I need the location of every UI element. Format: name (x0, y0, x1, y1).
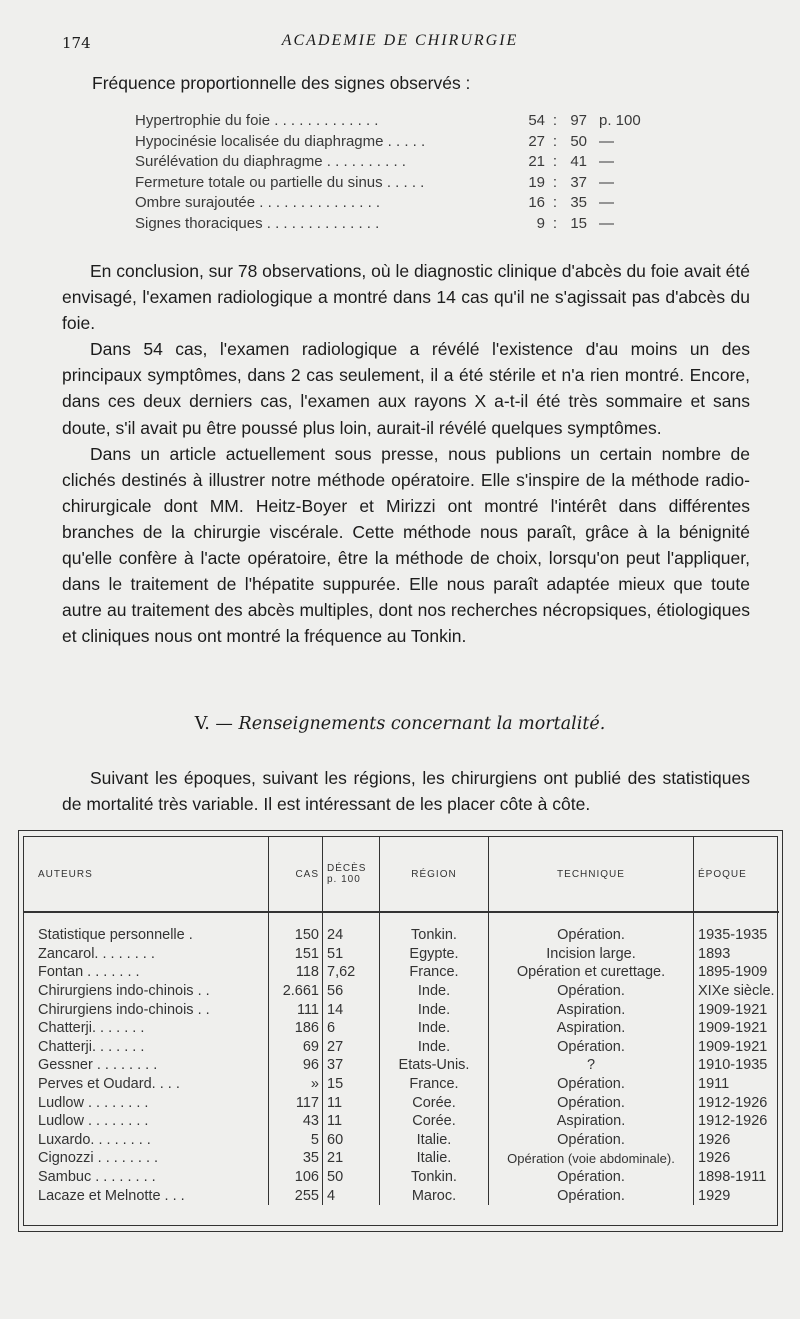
cell-cas: 96 (269, 1056, 323, 1075)
cell-epoque: 1909-1921 (694, 1038, 780, 1057)
table-row (24, 1093, 779, 1112)
cell-cas: 106 (269, 1168, 323, 1187)
mortality-table-frame (18, 830, 783, 1232)
frequency-separator: : (552, 194, 558, 211)
header-epoque: ÉPOQUE (694, 837, 780, 912)
frequency-percent: 15 (570, 214, 587, 232)
frequency-unit: — (599, 153, 614, 170)
frequency-unit: — (599, 132, 614, 150)
cell-technique: Opération. (489, 1093, 694, 1112)
section-heading (0, 714, 800, 734)
frequency-count: 54 (528, 112, 545, 129)
frequency-count: 16 (528, 194, 545, 211)
header-technique: TECHNIQUE (489, 837, 694, 912)
cell-epoque: 1910-1935 (694, 1056, 780, 1075)
cell-region: Tonkin. (380, 1168, 489, 1187)
cell-auteur: Chirurgiens indo-chinois . . (38, 1001, 210, 1018)
header-cas: CAS (269, 837, 323, 912)
frequency-count: 21 (528, 153, 545, 170)
cell-region: France. (380, 963, 489, 982)
frequency-separator: : (552, 153, 558, 170)
section-title: Renseignements concernant la mortalité. (238, 714, 606, 734)
cell-cas: 150 (269, 926, 323, 945)
cell-epoque: 1926 (694, 1131, 780, 1150)
cell-epoque: 1893 (694, 945, 780, 964)
cell-auteur: Sambuc . . . . . . . . (38, 1169, 156, 1186)
cell-technique: Opération. (489, 1131, 694, 1150)
frequency-label: Signes thoraciques . . . . . . . . . . . . . . (135, 214, 380, 232)
mortality-table (24, 837, 779, 1205)
cell-cas: 118 (269, 963, 323, 982)
cell-technique: Aspiration. (489, 1112, 694, 1131)
frequency-row (135, 193, 695, 214)
cell-region: Egypte. (380, 945, 489, 964)
cell-technique: Opération. (489, 982, 694, 1001)
cell-auteur: Statistique personnelle . (38, 927, 193, 944)
cell-region: Maroc. (380, 1186, 489, 1205)
cell-auteur: Cignozzi . . . . . . . . (38, 1150, 159, 1167)
cell-epoque: 1895-1909 (694, 963, 780, 982)
cell-cas: 43 (269, 1112, 323, 1131)
paragraph: Dans 54 cas, l'examen radiologique a révélé l'existence d'au moins un des principaux symptômes, dans 2 cas seulement, il a été stérile et n'a rien montré. Encore, dans ces deux derniers cas, l'examen aux rayons X a-t-il été très sommaire et sans doute, s'il avait pu être poussé plus loin, aurait-il révélé quelques symptômes. (62, 339, 750, 438)
frequency-row (135, 111, 695, 132)
cell-auteur: Gessner . . . . . . . . (38, 1057, 158, 1074)
cell-auteur: Lacaze et Melnotte . . . (38, 1187, 185, 1204)
paragraph: Dans un article actuellement sous presse, nous publions un certain nombre de clichés destinés à illustrer notre méthode opératoire. Elle s'inspire de la méthode radio-chirurgicale dont MM. Heitz-Boyer et Mirizzi ont montré l'intérêt dans différentes branches de la chirurgie viscérale. Cette méthode nous paraît, grâce à la bénignité qu'elle confère à l'acte opératoire, être la méthode de choix, lorsqu'on peut l'appliquer, dans le traitement de l'hépatite suppurée. Elle nous paraît adaptée mieux que toute autre au traitement des abcès multiples, dont nos recherches nécropsiques, étiologiques et cliniques nous ont montré la fréquence au Tonkin. (62, 443, 750, 647)
table-row (24, 1131, 779, 1150)
cell-cas: 117 (269, 1093, 323, 1112)
cell-region: Italie. (380, 1149, 489, 1168)
table-spacer-row (24, 912, 779, 926)
frequency-count: 19 (528, 173, 545, 191)
intro-text (62, 765, 750, 817)
cell-region: France. (380, 1075, 489, 1094)
frequency-unit: — (599, 173, 614, 191)
cell-cas: 151 (269, 945, 323, 964)
cell-technique: Aspiration. (489, 1019, 694, 1038)
cell-epoque: 1909-1921 (694, 1000, 780, 1019)
cell-technique: Opération. (489, 1168, 694, 1187)
table-row (24, 1019, 779, 1038)
cell-region: Inde. (380, 1000, 489, 1019)
cell-deces: 11 (323, 1112, 380, 1131)
frequency-row (135, 214, 695, 235)
cell-auteur: Chirurgiens indo-chinois . . (38, 983, 210, 1000)
table-row (24, 1186, 779, 1205)
cell-epoque: XIXe siècle. (694, 982, 780, 1001)
frequency-row (135, 132, 695, 153)
frequency-count: 27 (528, 132, 545, 150)
frequency-percent: 35 (570, 194, 587, 211)
paragraph: Suivant les époques, suivant les régions, les chirurgiens ont publié des statistiques de mortalité très variable. Il est intéressant de les placer côte à côte. (62, 768, 750, 814)
cell-deces: 24 (323, 926, 380, 945)
frequency-row (135, 152, 695, 173)
table-row (24, 1112, 779, 1131)
cell-cas: » (269, 1075, 323, 1094)
cell-epoque: 1909-1921 (694, 1019, 780, 1038)
cell-region: Italie. (380, 1131, 489, 1150)
cell-cas: 111 (269, 1000, 323, 1019)
cell-technique: Opération. (489, 1038, 694, 1057)
page-number: 174 (62, 34, 91, 52)
cell-technique: Opération. (489, 1186, 694, 1205)
cell-cas: 186 (269, 1019, 323, 1038)
cell-technique: Opération et curettage. (489, 963, 694, 982)
cell-technique: Opération. (489, 1075, 694, 1094)
frequency-label: Hypocinésie localisée du diaphragme . . . . . (135, 132, 426, 150)
frequency-percent: 97 (570, 112, 587, 129)
table-row (24, 982, 779, 1001)
cell-deces: 56 (323, 982, 380, 1001)
table-row (24, 963, 779, 982)
cell-deces: 11 (323, 1093, 380, 1112)
cell-cas: 35 (269, 1149, 323, 1168)
table-row (24, 1075, 779, 1094)
cell-auteur: Zancarol. . . . . . . . (38, 945, 155, 962)
header-deces: DÉCÈS p. 100 (323, 837, 380, 912)
table-row (24, 1149, 779, 1168)
frequency-label: Surélévation du diaphragme . . . . . . . . . . (135, 153, 406, 170)
frequency-separator: : (552, 173, 558, 191)
section-number: V. — (194, 714, 233, 734)
header-region: RÉGION (380, 837, 489, 912)
body-text (62, 258, 750, 649)
table-row (24, 926, 779, 945)
frequency-label: Fermeture totale ou partielle du sinus . . . . . (135, 173, 425, 191)
cell-deces: 6 (323, 1019, 380, 1038)
table-row (24, 1000, 779, 1019)
cell-region: Inde. (380, 1019, 489, 1038)
cell-region: Inde. (380, 982, 489, 1001)
cell-auteur: Perves et Oudard. . . . (38, 1076, 180, 1093)
table-row (24, 945, 779, 964)
cell-region: Tonkin. (380, 926, 489, 945)
cell-auteur: Ludlow . . . . . . . . (38, 1113, 149, 1130)
cell-technique: Opération (voie abdominale). (489, 1149, 694, 1168)
cell-cas: 2.661 (269, 982, 323, 1001)
cell-epoque: 1911 (694, 1075, 780, 1094)
table-row (24, 1038, 779, 1057)
cell-region: Etats-Unis. (380, 1056, 489, 1075)
cell-cas: 5 (269, 1131, 323, 1150)
frequency-percent: 41 (570, 153, 587, 170)
cell-region: Inde. (380, 1038, 489, 1057)
table-row (24, 1168, 779, 1187)
running-title: ACADEMIE DE CHIRURGIE (281, 32, 519, 49)
cell-deces: 4 (323, 1186, 380, 1205)
table-header-row (24, 837, 779, 912)
cell-auteur: Chatterji. . . . . . . (38, 1038, 145, 1055)
cell-deces: 51 (323, 945, 380, 964)
cell-deces: 7,62 (323, 963, 380, 982)
cell-epoque: 1935-1935 (694, 926, 780, 945)
cell-epoque: 1929 (694, 1186, 780, 1205)
frequency-separator: : (552, 214, 558, 232)
frequency-unit: — (599, 194, 614, 211)
frequency-separator: : (552, 132, 558, 150)
cell-cas: 69 (269, 1038, 323, 1057)
frequency-title: Fréquence proportionnelle des signes observés : (92, 73, 471, 93)
cell-epoque: 1898-1911 (694, 1168, 780, 1187)
frequency-label: Hypertrophie du foie . . . . . . . . . . . . . (135, 112, 379, 129)
cell-epoque: 1912-1926 (694, 1112, 780, 1131)
cell-deces: 27 (323, 1038, 380, 1057)
cell-epoque: 1912-1926 (694, 1093, 780, 1112)
frequency-list (135, 111, 695, 234)
cell-deces: 15 (323, 1075, 380, 1094)
table-row (24, 1056, 779, 1075)
cell-deces: 21 (323, 1149, 380, 1168)
cell-deces: 37 (323, 1056, 380, 1075)
cell-auteur: Fontan . . . . . . . (38, 964, 140, 981)
cell-auteur: Chatterji. . . . . . . (38, 1020, 145, 1037)
paragraph: En conclusion, sur 78 observations, où le diagnostic clinique d'abcès du foie avait été envisagé, l'examen radiologique a montré dans 14 cas qu'il ne s'agissait pas d'abcès du foie. (62, 261, 751, 334)
frequency-separator: : (552, 112, 558, 129)
frequency-percent: 50 (570, 132, 587, 150)
frequency-percent: 37 (570, 173, 587, 191)
frequency-unit: p. 100 (599, 112, 641, 129)
cell-auteur: Luxardo. . . . . . . . (38, 1131, 151, 1148)
frequency-count: 9 (536, 214, 545, 232)
cell-cas: 255 (269, 1186, 323, 1205)
frequency-row (135, 173, 695, 194)
cell-region: Corée. (380, 1112, 489, 1131)
mortality-table-inner (23, 836, 778, 1226)
cell-deces: 14 (323, 1000, 380, 1019)
cell-region: Corée. (380, 1093, 489, 1112)
cell-epoque: 1926 (694, 1149, 780, 1168)
cell-technique: Incision large. (489, 945, 694, 964)
frequency-unit: — (599, 214, 614, 232)
cell-auteur: Ludlow . . . . . . . . (38, 1094, 149, 1111)
cell-technique: Opération. (489, 926, 694, 945)
cell-technique: Aspiration. (489, 1000, 694, 1019)
cell-technique: ? (489, 1056, 694, 1075)
cell-deces: 50 (323, 1168, 380, 1187)
header-auteurs: AUTEURS (24, 837, 269, 912)
frequency-label: Ombre surajoutée . . . . . . . . . . . . . . . (135, 194, 381, 211)
cell-deces: 60 (323, 1131, 380, 1150)
